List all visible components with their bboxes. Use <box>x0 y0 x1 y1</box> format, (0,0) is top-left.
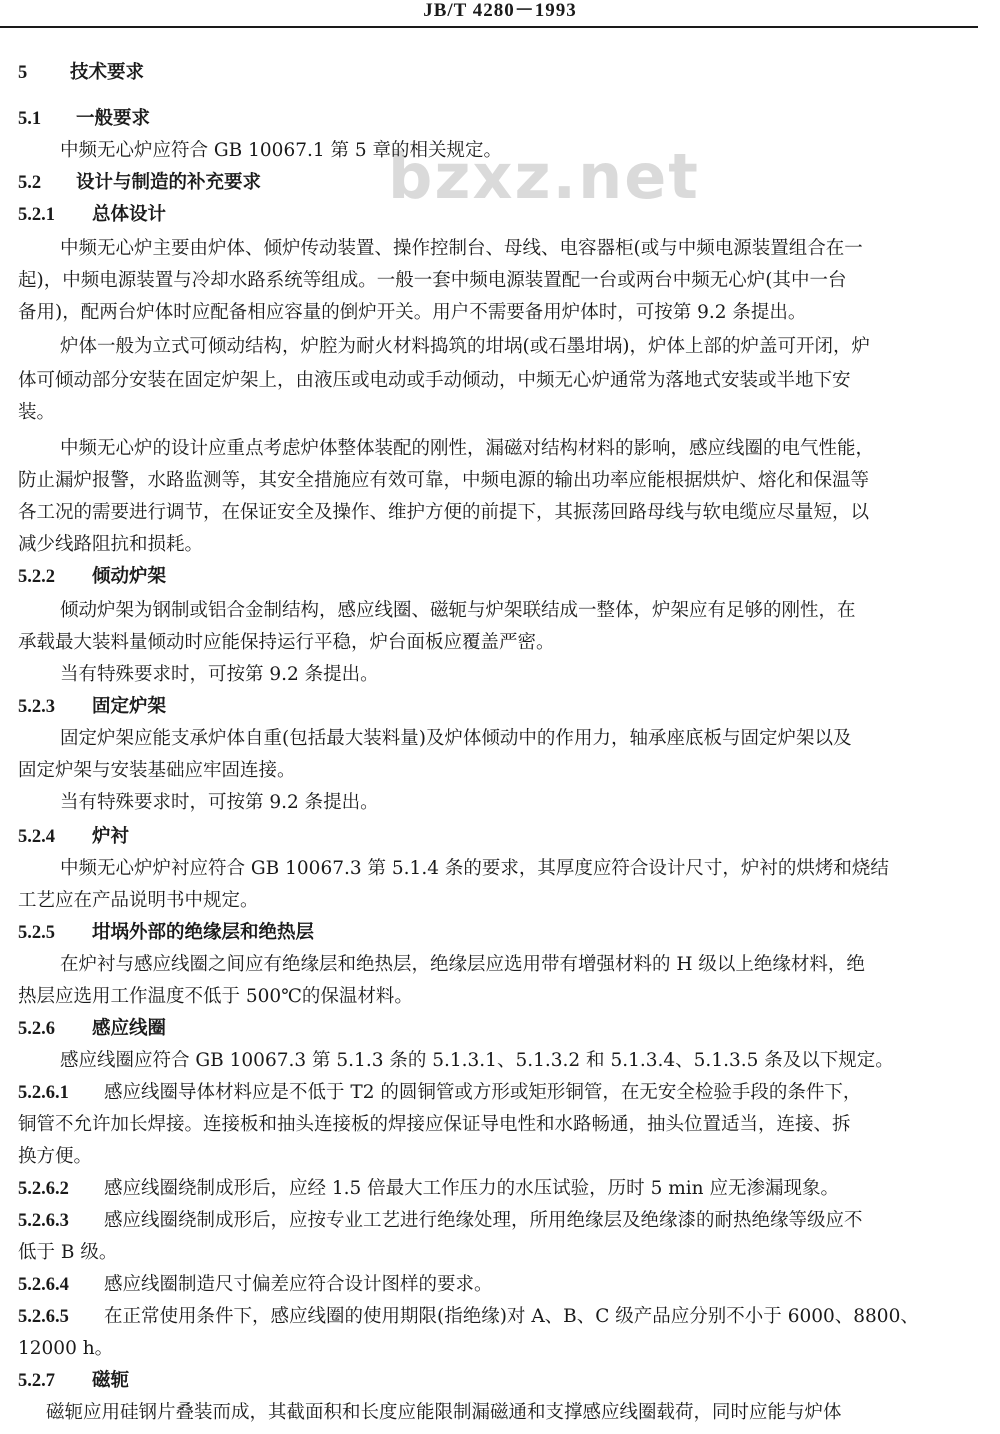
paragraph-line: 低于 B 级。 <box>18 1242 118 1263</box>
paragraph-line: 中频无心炉主要由炉体、倾炉传动装置、操作控制台、母线、电容器柜(或与中频电源装置组合在一 <box>60 238 863 259</box>
paragraph-line: 装。 <box>18 402 56 423</box>
standard-number-header: JB/T 4280－1993 <box>423 0 577 21</box>
section-heading-5-2-5: 5.2.5 坩埚外部的绝缘层和绝热层 <box>18 922 315 943</box>
watermark: bzxz.net <box>388 140 700 213</box>
clause-5-2-6-5: 5.2.6.5 在正常使用条件下，感应线圈的使用期限(指绝缘)对 A、B、C 级产品应分别不小于 6000、8800、 <box>18 1306 919 1327</box>
paragraph-line: 磁轭应用硅钢片叠装而成，其截面积和长度应能限制漏磁通和支撑感应线圈载荷，同时应能与炉体 <box>46 1402 842 1423</box>
paragraph-line: 备用)，配两台炉体时应配备相应容量的倒炉开关。用户不需要备用炉体时，可按第 9.2 条提出。 <box>18 302 807 323</box>
paragraph-line: 承载最大装料量倾动时应能保持运行平稳，炉台面板应覆盖严密。 <box>18 632 555 653</box>
section-heading-5-2-3: 5.2.3 固定炉架 <box>18 696 167 717</box>
clause-5-2-6-4: 5.2.6.4 感应线圈制造尺寸偏差应符合设计图样的要求。 <box>18 1274 493 1295</box>
section-heading-5-2-1: 5.2.1 总体设计 <box>18 204 167 225</box>
paragraph-line: 起)，中频电源装置与冷却水路系统等组成。一般一套中频电源装置配一台或两台中频无心炉(其中一台 <box>18 270 847 291</box>
paragraph-line: 体可倾动部分安装在固定炉架上，由液压或电动或手动倾动，中频无心炉通常为落地式安装或半地下安 <box>18 370 851 391</box>
paragraph-line: 12000 h。 <box>18 1338 114 1359</box>
paragraph-line: 当有特殊要求时，可按第 9.2 条提出。 <box>60 664 379 685</box>
section-heading-5-2: 5.2 设计与制造的补充要求 <box>18 172 262 193</box>
clause-5-2-6-3: 5.2.6.3 感应线圈绕制成形后，应按专业工艺进行绝缘处理，所用绝缘层及绝缘漆的耐热绝缘等级应不 <box>18 1210 863 1231</box>
paragraph-line: 倾动炉架为钢制或铝合金制结构，感应线圈、磁轭与炉架联结成一整体，炉架应有足够的刚性，在 <box>60 600 856 621</box>
paragraph-line: 热层应选用工作温度不低于 500℃的保温材料。 <box>18 986 413 1007</box>
paragraph-line: 工艺应在产品说明书中规定。 <box>18 890 259 911</box>
paragraph-line: 固定炉架应能支承炉体自重(包括最大装料量)及炉体倾动中的作用力，轴承座底板与固定炉架以及 <box>60 728 852 749</box>
section-heading-5-2-4: 5.2.4 炉衬 <box>18 826 130 847</box>
paragraph-line: 铜管不允许加长焊接。连接板和抽头连接板的焊接应保证导电性和水路畅通，抽头位置适当，连接、拆 <box>18 1114 851 1135</box>
clause-5-2-6-2: 5.2.6.2 感应线圈绕制成形后，应经 1.5 倍最大工作压力的水压试验，历时 5 min 应无渗漏现象。 <box>18 1178 839 1199</box>
paragraph-line: 固定炉架与安装基础应牢固连接。 <box>18 760 296 781</box>
section-heading-5-1: 5.1 一般要求 <box>18 108 151 129</box>
paragraph-line: 炉体一般为立式可倾动结构，炉腔为耐火材料捣筑的坩埚(或石墨坩埚)，炉体上部的炉盖可开闭，炉 <box>60 336 870 357</box>
paragraph-line: 换方便。 <box>18 1146 93 1167</box>
paragraph-line: 中频无心炉的设计应重点考虑炉体整体装配的刚性，漏磁对结构材料的影响，感应线圈的电气性能， <box>60 438 875 459</box>
section-heading-5-2-7: 5.2.7 磁轭 <box>18 1370 130 1391</box>
paragraph-line: 防止漏炉报警，水路监测等，其安全措施应有效可靠，中频电源的输出功率应能根据烘炉、熔化和保温等 <box>18 470 870 491</box>
header-rule <box>0 26 978 28</box>
paragraph-line: 中频无心炉应符合 GB 10067.1 第 5 章的相关规定。 <box>60 140 503 161</box>
paragraph-line: 感应线圈应符合 GB 10067.3 第 5.1.3 条的 5.1.3.1、5.1.3.2 和 5.1.3.4、5.1.3.5 条及以下规定。 <box>60 1050 894 1071</box>
paragraph-line: 各工况的需要进行调节，在保证安全及操作、维护方便的前提下，其振荡回路母线与软电缆应尽量短，以 <box>18 502 870 523</box>
paragraph-line: 中频无心炉炉衬应符合 GB 10067.3 第 5.1.4 条的要求，其厚度应符合设计尺寸，炉衬的烘烤和烧结 <box>60 858 889 879</box>
paragraph-line: 当有特殊要求时，可按第 9.2 条提出。 <box>60 792 379 813</box>
section-heading-5-2-6: 5.2.6 感应线圈 <box>18 1018 167 1039</box>
section-heading-5: 5 技术要求 <box>18 62 145 83</box>
paragraph-line: 在炉衬与感应线圈之间应有绝缘层和绝热层，绝缘层应选用带有增强材料的 H 级以上绝缘材料，绝 <box>60 954 865 975</box>
clause-5-2-6-1: 5.2.6.1 感应线圈导体材料应是不低于 T2 的圆铜管或方形或矩形铜管，在无安全检验手段的条件下， <box>18 1082 862 1103</box>
paragraph-line: 减少线路阻抗和损耗。 <box>18 534 204 555</box>
section-heading-5-2-2: 5.2.2 倾动炉架 <box>18 566 167 587</box>
